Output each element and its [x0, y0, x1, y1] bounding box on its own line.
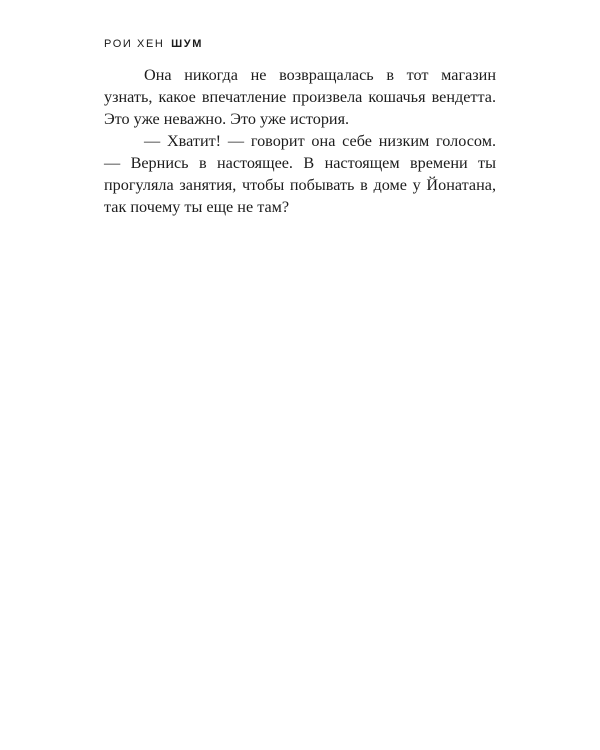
- paragraph-1: Она никогда не возвращалась в тот магазин узнать, какое впечатление произвела кошачья вендетта. Это уже неважно. Это уже история.: [104, 66, 496, 128]
- running-head-title: ШУМ: [171, 38, 203, 50]
- running-head-author: РОИ ХЕН: [104, 38, 165, 50]
- running-head: [104, 38, 203, 50]
- body-text: [104, 64, 496, 218]
- paragraph-2: — Хватит! — говорит она себе низким голосом. — Вернись в настоящее. В настоящем времени ты прогуляла занятия, чтобы побывать в доме у Йонатана, так почему ты еще не там?: [104, 132, 496, 216]
